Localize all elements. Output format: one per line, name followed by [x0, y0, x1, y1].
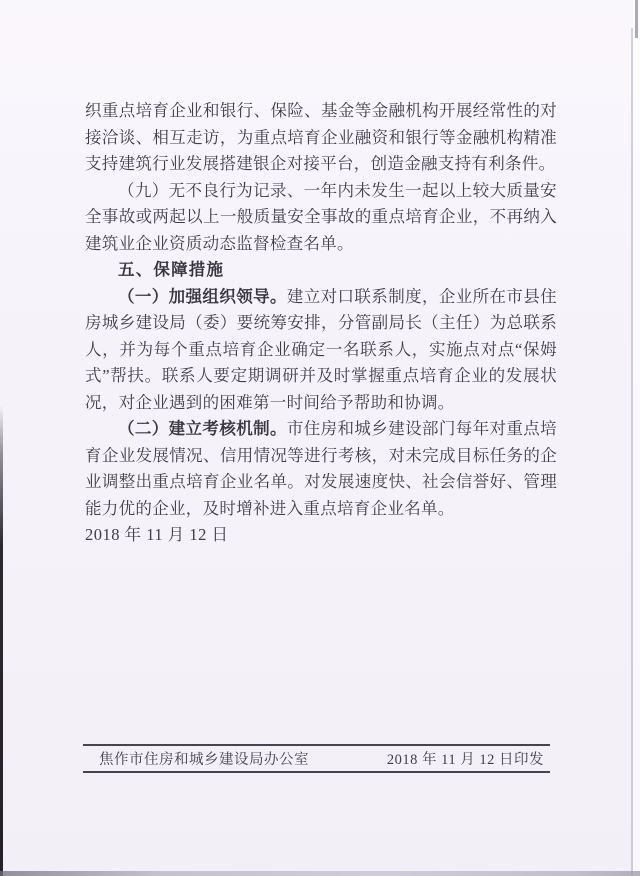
scan-edge-left: [0, 405, 3, 876]
section-heading: 五、保障措施: [118, 261, 225, 279]
issuing-office-label: 焦作市住房和城乡建设局办公室: [99, 752, 309, 768]
paragraph-item-nine: （九）无不良行为记录、一年内未发生一起以上较大质量安全事故或两起以上一般质量安全事故的重点培育企业，不再纳入建筑业企业资质动态监督检查名单。: [85, 180, 557, 253]
paragraph-lead-bold: （二）建立考核机制。: [118, 419, 287, 438]
paragraph-item-one: [85, 284, 557, 417]
paragraph-continuation: 织重点培育企业和银行、保险、基金等金融机构开展经常性的对接洽谈、相互走访，为重点培育企业融资和银行等金融机构精准支持建筑行业发展搭建银企对接平台，创造金融支持有利条件。: [85, 101, 557, 173]
document-body: [85, 98, 557, 549]
scan-edge-right-highlight: [633, 0, 640, 876]
paragraph-body-text: 市住房和城乡建设部门每年对重点培育企业发展情况、信用情况等进行考核，对未完成目标任务的企业调整出重点培育企业名单。对发展速度快、社会信誉好、管理能力优的企业，及时增补进入重点培育企业名单。: [85, 419, 557, 518]
scan-edge-right-line: [631, 28, 633, 876]
footer-colophon: [83, 744, 550, 773]
paragraph-item-two: [85, 416, 557, 522]
paragraph-lead-bold: （一）加强组织领导。: [118, 286, 287, 306]
print-date-label: 2018 年 11 月 12 日印发: [386, 752, 544, 768]
scan-edge-right-corner: [635, 0, 638, 38]
paragraph-body-text: 建立对口联系制度，企业所在市县住房城乡建设局（委）要统筹安排，分管副局长（主任）为总联系人，并为每个重点培育企业确定一名联系人，实施点对点“保姆式”帮扶。联系人要定期调研并及时掌握重点培育企业的发展状况，对企业遇到的困难第一时间给予帮助和协调。: [85, 286, 557, 412]
scan-edge-bottom: [0, 871, 640, 876]
date-line: 2018 年 11 月 12 日: [85, 525, 229, 544]
